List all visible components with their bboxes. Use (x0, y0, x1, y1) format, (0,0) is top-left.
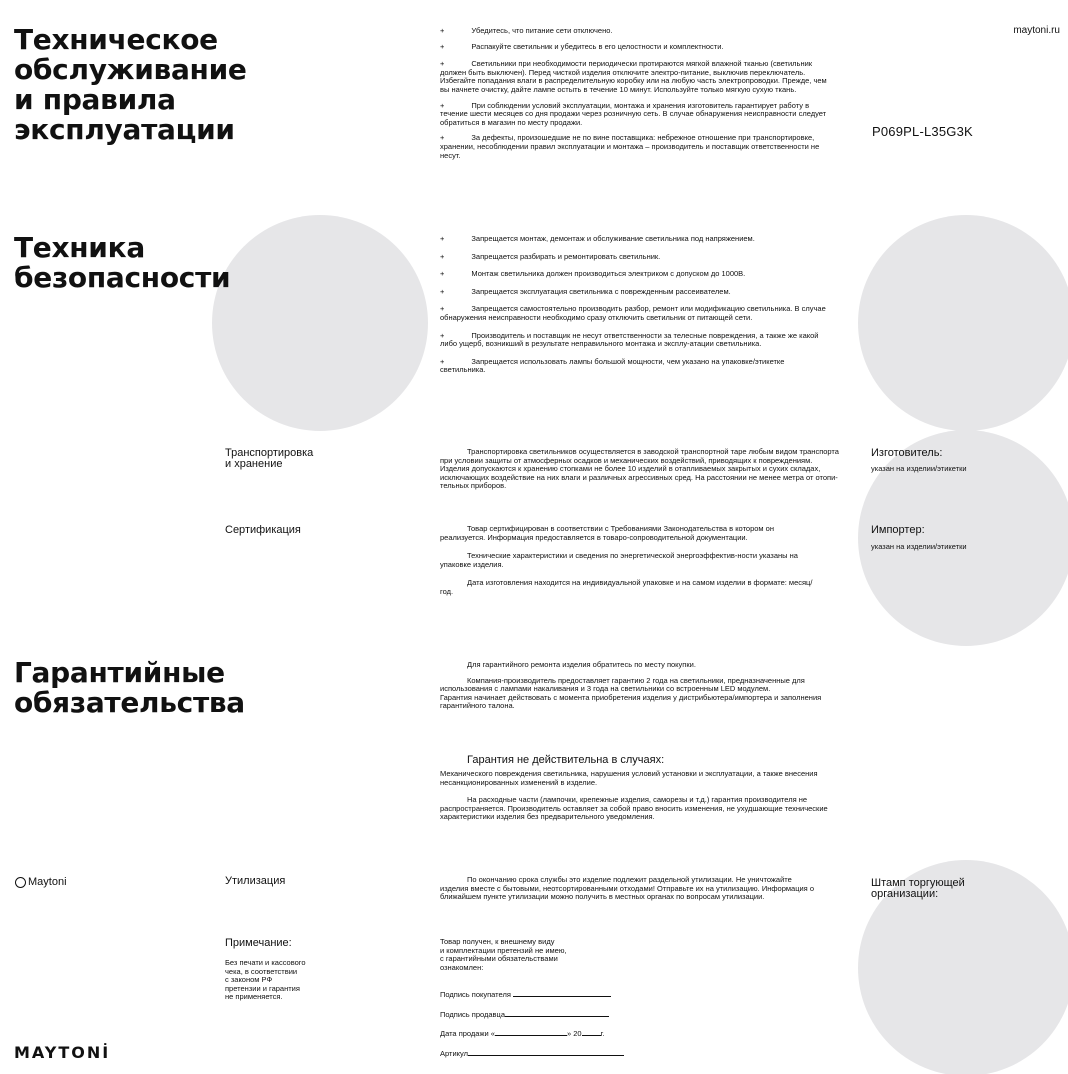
signature-fields (440, 989, 640, 1067)
maintenance-list (440, 27, 832, 167)
list-item: + Запрещается монтаж, демонтаж и обслуживание светильника под напряжением. (440, 234, 755, 243)
list-item: + Распакуйте светильник и убедитесь в его целостности и комплектности. (440, 41, 724, 51)
seller-signature-field[interactable]: Подпись продавца (440, 1009, 640, 1020)
warranty-text: Для гарантийного ремонта изделия обратитесь по месту покупки. Компания-производитель предоставляет гарантию 2 года на светильники, предназначенные для использования с лампами накаливания и 3 года на светильники со встроенным LED модулем. Гарантия начинает действовать с момента приобретения изделия у дистрибьютера/импортера и заполнения гарантийного талона. (440, 660, 822, 711)
transport-text: Транспортировка светильников осуществляется в заводской транспортной таре любым видом транспорта при условии защиты от атмосферных осадков и механических воздействий, приводящих к повреждениям. Изделия допускаются к хранению стопками не более 10 изделий в отапливаемых закрытых и сухих складах, исключающих воздействие на них влаги и различных агрессивных сред. На расстоянии не менее метра от отопи-тельных приборов. (440, 447, 839, 491)
article-field[interactable]: Артикул (440, 1048, 640, 1059)
safety-list (440, 235, 832, 375)
decorative-circle-right-top (858, 215, 1068, 431)
list-item: + Производитель и поставщик не несут ответственности за телесные повреждения, а также же какой либо ущерб, возникший в результате неправильного монтажа и эксплу-атации светильника. (440, 330, 819, 349)
disposal-text: По окончанию срока службы это изделие подлежит раздельной утилизации. Не уничтожайте изделия вместе с бытовыми, неотсортированными отходами! Отправьте их на утилизацию. Информация о ближайшем пункте утилизации можно получить в местных органах по вопросам утилизации. (440, 875, 814, 902)
list-item: + Запрещается эксплуатация светильника с поврежденным рассеивателем. (440, 286, 731, 296)
site-link[interactable]: maytoni.ru (1013, 25, 1060, 36)
list-item: + Светильники при необходимости периодически протираются мягкой влажной тканью (светильник должен быть выключен). Перед чисткой изделия отключите электро-питание, выключив переключатель. Избегайте попадания влаги в распределительную коробку или на любую часть электропроводки. Прежде, чем вы начнете очистку, дайте лампе остыть в течение 10 минут. Используйте только мягкую сухую ткань. (440, 59, 827, 94)
list-item: + Запрещается использовать лампы большой мощности, чем указано на упаковке/этикетке светильника. (440, 356, 785, 375)
warranty-invalid-heading: Гарантия не действительна в случаях: (467, 754, 665, 766)
certification-label: Сертификация (225, 524, 301, 536)
received-text: Товар получен, к внешнему виду и комплектации претензий не имею, с гарантийными обязательствами ознакомлен: (440, 937, 567, 972)
importer-label: Импортер: (871, 524, 925, 536)
note-text: Без печати и кассового чека, в соответствии с законом РФ претензии и гарантия не применяется. (225, 958, 306, 1002)
buyer-signature-field[interactable]: Подпись покупателя (440, 989, 640, 1000)
warranty-title: Гарантийные обязательства (14, 656, 245, 719)
decorative-circle-left (212, 215, 428, 431)
brand-logo: MAYTONİ (14, 1043, 111, 1062)
safety-title: Техника безопасности (14, 231, 231, 294)
list-item: + Убедитесь, что питание сети отключено. (440, 26, 613, 35)
importer-value: указан на изделии/этикетки (871, 542, 967, 551)
disposal-label: Утилизация (225, 875, 286, 887)
warranty-invalid-text: Механического повреждения светильника, нарушения условий установки и эксплуатации, а также внесения несанкционированных изменений в изделие. На расходные части (лампочки, крепежные изделия, саморезы и т.д.) гарантия производителя не распространяется. Производитель оставляет за собой право вносить изменения, не ухудшающие технические характеристики изделия без предварительного уведомления. (440, 769, 828, 822)
list-item: + Запрещается разбирать и ремонтировать светильник. (440, 251, 661, 261)
list-item: + При соблюдении условий эксплуатации, монтажа и хранения изготовитель гарантирует работу в течение шести месяцев со дня продажи через розничную сеть. В случае обнаружения неисправности следует обратиться в магазин по месту продажи. (440, 100, 827, 127)
list-item: + Запрещается самостоятельно производить разбор, ремонт или модификацию светильника. В случае обнаружения неисправности необходимо сразу отключить светильник от питающей сети. (440, 304, 826, 322)
decorative-circle-right-middle (858, 430, 1068, 646)
note-label: Примечание: (225, 937, 292, 949)
maintenance-title: Техническое обслуживание и правила эксплуатации (14, 23, 247, 146)
model-number: P069PL-L35G3K (872, 124, 973, 139)
stamp-label: Штамп торгующей организации: (871, 877, 965, 900)
transport-label: Транспортировка и хранение (225, 447, 314, 470)
manufacturer-value: указан на изделии/этикетки (871, 464, 967, 473)
list-item: + Монтаж светильника должен производиться электриком с допуском до 1000В. (440, 269, 746, 279)
list-item: + За дефекты, произошедшие не по вине поставщика: небрежное отношение при транспортировке, хранении, несоблюдении правил эксплуатации и монтажа – производитель и поставщик ответственности не несут. (440, 133, 820, 160)
manufacturer-label: Изготовитель: (871, 447, 943, 459)
certification-text: Товар сертифицирован в соответствии с Требованиями Законодательства в котором он реализуется. Информация предоставляется в товаро-сопроводительной документации. Технические характеристики и сведения по энергетической энергоэффектив-ности указаны на упаковке изделия. Дата изготовления находится на индивидуальной упаковке и на самом изделии в формате: месяц/год. (440, 524, 813, 596)
small-brand: Maytoni (15, 876, 67, 888)
circle-icon (15, 877, 26, 888)
sale-date-field[interactable]: Дата продажи « » 20 г. (440, 1029, 605, 1039)
